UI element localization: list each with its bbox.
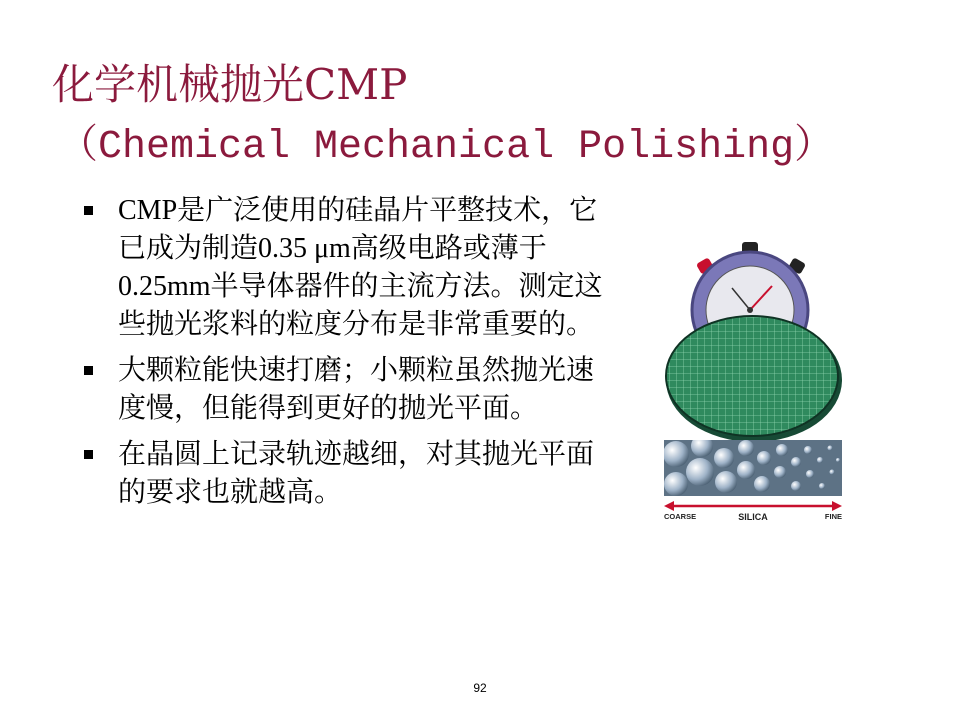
double-arrow-icon	[664, 501, 842, 511]
bullet-item	[80, 192, 605, 344]
square-bullet-icon	[84, 366, 93, 375]
bullet-item	[80, 352, 605, 428]
cmp-wafer-illustration	[662, 240, 844, 522]
silica-particles-icon	[663, 435, 842, 496]
square-bullet-icon	[84, 206, 93, 215]
coarse-label: COARSE	[664, 512, 697, 521]
slide-subtitle: （Chemical Mechanical Polishing）	[58, 125, 835, 170]
bullet-text: CMP是广泛使用的硅晶片平整技术，它已成为制造0.35 μm高级电路或薄于0.25mm半导体器件的主流方法。测定这些抛光浆料的粒度分布是非常重要的。	[118, 195, 603, 340]
silicon-wafer-icon	[666, 316, 842, 442]
fine-label: FINE	[824, 512, 842, 521]
bullet-item	[80, 436, 605, 512]
square-bullet-icon	[84, 450, 93, 459]
bullet-list	[80, 192, 605, 520]
bullet-text: 在晶圆上记录轨迹越细，对其抛光平面的要求也就越高。	[118, 439, 595, 508]
page-number: 92	[473, 681, 487, 695]
silica-label: SILICA	[738, 512, 768, 522]
bullet-text: 大颗粒能快速打磨；小颗粒虽然抛光速度慢，但能得到更好的抛光平面。	[118, 355, 595, 424]
slide-title: 化学机械抛光CMP	[52, 60, 408, 109]
